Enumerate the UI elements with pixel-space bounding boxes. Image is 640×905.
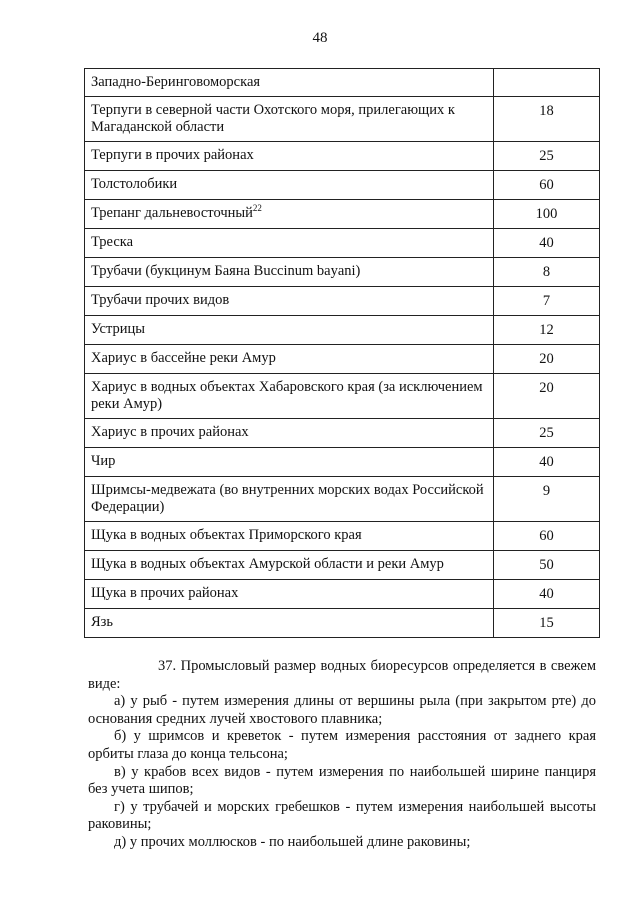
footnote-ref: 22: [252, 203, 262, 214]
species-name: Треска: [91, 234, 134, 250]
table-row: [85, 374, 600, 419]
table-row: [85, 522, 600, 551]
species-name-cell: [85, 580, 494, 609]
species-name: Хариус в прочих районах: [91, 424, 249, 440]
paragraph-37: 37. Промысловый размер водных биоресурсов определяется в свежем виде:: [88, 658, 596, 692]
table-row: [85, 229, 600, 258]
species-name-cell: [85, 551, 494, 580]
species-name-cell: [85, 477, 494, 522]
species-name-cell: [85, 258, 494, 287]
species-name: Терпуги в прочих районах: [91, 147, 254, 163]
species-name: Щука в прочих районах: [91, 585, 239, 601]
table-row: [85, 448, 600, 477]
species-name-cell: [85, 448, 494, 477]
species-name: Западно-Беринговоморская: [91, 74, 261, 90]
paragraph-a: а) у рыб - путем измерения длины от вершины рыла (при закрытом рте) до основания средних лучей хвостового плавника;: [88, 693, 596, 727]
size-value: 15: [494, 609, 600, 638]
size-value: 20: [494, 345, 600, 374]
species-name-cell: [85, 419, 494, 448]
table-row: [85, 580, 600, 609]
species-name-cell: [85, 287, 494, 316]
size-value: 18: [494, 97, 600, 142]
table-row: [85, 69, 600, 97]
size-value: 25: [494, 142, 600, 171]
table-row: [85, 171, 600, 200]
size-value: [494, 69, 600, 97]
species-name-cell: [85, 522, 494, 551]
table-row: [85, 97, 600, 142]
species-name-cell: [85, 609, 494, 638]
species-name: Трубачи (букцинум Баяна Buccinum bayani): [91, 263, 361, 279]
paragraph-g: г) у трубачей и морских гребешков - путем измерения наибольшей высоты раковины;: [88, 798, 596, 833]
size-value: 9: [494, 477, 600, 522]
species-name: Чир: [91, 453, 116, 469]
species-name: Толстолобики: [91, 176, 178, 192]
table-row: [85, 609, 600, 638]
paragraph-b: б) у шримсов и креветок - путем измерения расстояния от заднего края орбиты глаза до конца тельсона;: [88, 728, 596, 762]
size-value: 100: [494, 200, 600, 229]
species-name-cell: [85, 345, 494, 374]
table-row: [85, 551, 600, 580]
table-row: [85, 258, 600, 287]
species-name: Шримсы-медвежата (во внутренних морских водах Российской Федерации): [91, 482, 484, 515]
size-value: 50: [494, 551, 600, 580]
table-row: [85, 477, 600, 522]
size-value: 60: [494, 522, 600, 551]
size-value: 12: [494, 316, 600, 345]
page-number: 48: [312, 30, 328, 46]
species-name: Хариус в бассейне реки Амур: [91, 350, 276, 366]
species-name: Хариус в водных объектах Хабаровского края (за исключением реки Амур): [91, 379, 483, 412]
species-name: Щука в водных объектах Приморского края: [91, 527, 362, 543]
table-row: [85, 345, 600, 374]
species-size-table: [84, 68, 600, 638]
size-value: 40: [494, 229, 600, 258]
species-name: Устрицы: [91, 321, 145, 337]
species-name-cell: [85, 171, 494, 200]
species-name: Трепанг дальневосточный: [91, 205, 253, 221]
species-name: Терпуги в северной части Охотского моря, прилегающих к Магаданской области: [91, 102, 455, 135]
table-row: [85, 200, 600, 229]
body-text: [88, 658, 596, 852]
size-value: 7: [494, 287, 600, 316]
size-value: 40: [494, 580, 600, 609]
table-row: [85, 142, 600, 171]
size-value: 40: [494, 448, 600, 477]
size-value: 20: [494, 374, 600, 419]
species-name-cell: [85, 316, 494, 345]
table-row: [85, 419, 600, 448]
size-value: 25: [494, 419, 600, 448]
species-name-cell: [85, 374, 494, 419]
table-row: [85, 287, 600, 316]
paragraph-v: в) у крабов всех видов - путем измерения по наибольшей ширине панциря без учета шипов;: [88, 763, 596, 798]
species-name-cell: [85, 97, 494, 142]
species-name-cell: [85, 142, 494, 171]
species-name: Язь: [91, 614, 114, 630]
size-value: 60: [494, 171, 600, 200]
species-name-cell: [85, 69, 494, 97]
species-name: Щука в водных объектах Амурской области и реки Амур: [91, 556, 444, 572]
size-value: 8: [494, 258, 600, 287]
species-name-cell: [85, 200, 494, 229]
species-name-cell: [85, 229, 494, 258]
species-name: Трубачи прочих видов: [91, 292, 230, 308]
table-row: [85, 316, 600, 345]
paragraph-d: д) у прочих моллюсков - по наибольшей длине раковины;: [114, 833, 471, 850]
